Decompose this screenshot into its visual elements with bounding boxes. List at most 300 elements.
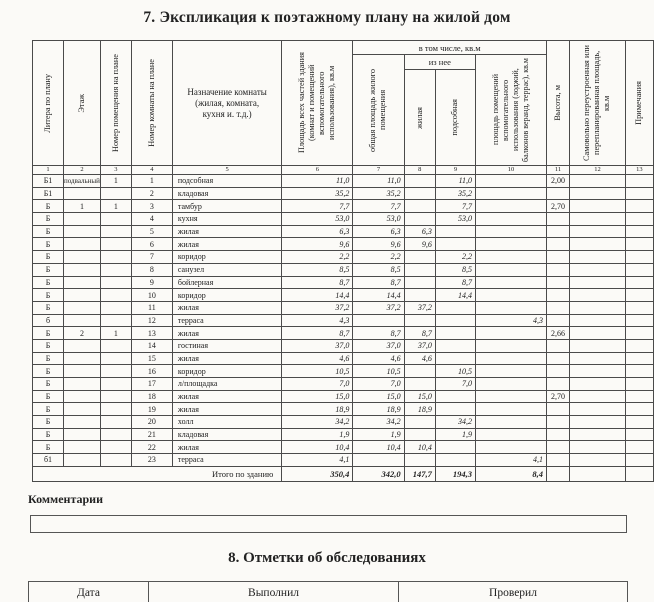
table-row [33, 289, 654, 302]
column-numbers-row: 1 2 3 4 5 6 7 8 9 10 11 12 13 [33, 166, 654, 175]
cell-nom-kom: 7 [131, 251, 172, 264]
table-row [33, 175, 654, 188]
cell-pl: 8,7 [282, 276, 353, 289]
total-obsh: 342,0 [353, 466, 404, 481]
cell-nom-pom [100, 289, 131, 302]
header-etazh: Этаж [64, 41, 101, 166]
table-row [33, 352, 654, 365]
cell-pl: 9,6 [282, 238, 353, 251]
cell-zhil: 18,9 [404, 403, 435, 416]
cell-etazh [64, 416, 101, 429]
cell-vsp [476, 403, 547, 416]
cell-name: коридор [172, 251, 281, 264]
cell-samovol [570, 301, 626, 314]
cell-height [547, 428, 570, 441]
cell-pods: 10,5 [435, 365, 475, 378]
cell-obsh: 15,0 [353, 390, 404, 403]
cell-obsh: 18,9 [353, 403, 404, 416]
cell-vsp [476, 390, 547, 403]
cell-nom-kom: 9 [131, 276, 172, 289]
table-row [33, 416, 654, 429]
cell-nom-pom [100, 416, 131, 429]
cell-samovol [570, 175, 626, 188]
cell-zhil [404, 289, 435, 302]
cell-obsh: 9,6 [353, 238, 404, 251]
table-row [33, 200, 654, 213]
table-row [33, 454, 654, 467]
cell-litera: Б [33, 213, 64, 226]
cell-height: 2,00 [547, 175, 570, 188]
cell-pl: 4,3 [282, 314, 353, 327]
cell-nom-kom: 4 [131, 213, 172, 226]
cell-height [547, 263, 570, 276]
cell-samovol [570, 352, 626, 365]
cell-obsh: 1,9 [353, 428, 404, 441]
cell-samovol [570, 263, 626, 276]
cell-nom-pom [100, 263, 131, 276]
cell-nom-kom: 2 [131, 187, 172, 200]
cell-pl: 53,0 [282, 213, 353, 226]
cell-vsp [476, 339, 547, 352]
cell-vsp: 4,3 [476, 314, 547, 327]
cell-pods [435, 339, 475, 352]
cell-name: коридор [172, 365, 281, 378]
cell-nom-pom [100, 390, 131, 403]
cell-samovol [570, 403, 626, 416]
cell-litera: Б [33, 390, 64, 403]
cell-zhil: 10,4 [404, 441, 435, 454]
cell-height [547, 301, 570, 314]
cell-nom-pom [100, 213, 131, 226]
cell-pl: 14,4 [282, 289, 353, 302]
section8-title: 8. Отметки об обследованиях [228, 550, 426, 566]
cell-height: 2,70 [547, 390, 570, 403]
cell-nom-kom: 12 [131, 314, 172, 327]
cell-etazh [64, 301, 101, 314]
header-iz-nee: из нее [404, 55, 475, 70]
cell-primech [625, 314, 653, 327]
cell-zhil [404, 175, 435, 188]
cell-nom-pom [100, 352, 131, 365]
table-row [33, 390, 654, 403]
cell-etazh [64, 428, 101, 441]
cell-vsp [476, 225, 547, 238]
cell-nom-pom [100, 238, 131, 251]
cell-nom-pom [100, 225, 131, 238]
cell-obsh: 37,0 [353, 339, 404, 352]
cell-height [547, 187, 570, 200]
cell-primech [625, 213, 653, 226]
cell-zhil: 4,6 [404, 352, 435, 365]
comments-title: Комментарии [28, 492, 104, 506]
header-vysota: Высота, м [547, 41, 570, 166]
cell-height [547, 276, 570, 289]
total-pl: 350,4 [282, 466, 353, 481]
cell-vsp [476, 428, 547, 441]
cell-pl: 18,9 [282, 403, 353, 416]
cell-vsp [476, 187, 547, 200]
cell-obsh: 53,0 [353, 213, 404, 226]
cell-vsp [476, 289, 547, 302]
cell-litera: Б [33, 378, 64, 391]
cell-litera: Б1 [33, 175, 64, 188]
cell-zhil [404, 378, 435, 391]
cell-litera: Б [33, 238, 64, 251]
table-row [33, 403, 654, 416]
cell-nom-kom: 15 [131, 352, 172, 365]
inspections-header [28, 581, 628, 602]
cell-pl: 15,0 [282, 390, 353, 403]
cell-etazh [64, 454, 101, 467]
table-row [33, 428, 654, 441]
cell-primech [625, 187, 653, 200]
cell-name: гостиная [172, 339, 281, 352]
cell-obsh: 6,3 [353, 225, 404, 238]
cell-litera: Б [33, 289, 64, 302]
table-row [33, 213, 654, 226]
table-row [33, 365, 654, 378]
cell-vsp [476, 441, 547, 454]
cell-samovol [570, 327, 626, 340]
cell-nom-kom: 16 [131, 365, 172, 378]
header-data: Дата [29, 582, 149, 602]
cell-height [547, 238, 570, 251]
cell-etazh [64, 251, 101, 264]
cell-height [547, 289, 570, 302]
cell-name: терраса [172, 314, 281, 327]
cell-litera: Б [33, 263, 64, 276]
cell-nom-pom [100, 314, 131, 327]
cell-nom-pom [100, 301, 131, 314]
cell-litera: Б [33, 276, 64, 289]
cell-nom-kom: 14 [131, 339, 172, 352]
cell-samovol [570, 390, 626, 403]
cell-primech [625, 301, 653, 314]
cell-primech [625, 238, 653, 251]
cell-name: кладовая [172, 187, 281, 200]
cell-vsp [476, 200, 547, 213]
cell-obsh: 8,7 [353, 276, 404, 289]
cell-primech [625, 200, 653, 213]
cell-pods: 2,2 [435, 251, 475, 264]
cell-pods [435, 352, 475, 365]
cell-obsh: 10,4 [353, 441, 404, 454]
table-row [33, 263, 654, 276]
cell-height [547, 378, 570, 391]
cell-zhil [404, 263, 435, 276]
total-zhil: 147,7 [404, 466, 435, 481]
cell-primech [625, 276, 653, 289]
header-podsobnaya: подсобная [435, 69, 475, 165]
cell-height [547, 213, 570, 226]
cell-samovol [570, 187, 626, 200]
cell-height: 2,66 [547, 327, 570, 340]
cell-obsh: 8,5 [353, 263, 404, 276]
cell-obsh [353, 314, 404, 327]
cell-pods [435, 403, 475, 416]
cell-pods [435, 238, 475, 251]
cell-nom-kom: 17 [131, 378, 172, 391]
cell-primech [625, 416, 653, 429]
cell-height [547, 454, 570, 467]
cell-litera: Б [33, 225, 64, 238]
cell-pl: 8,7 [282, 327, 353, 340]
cell-nom-kom: 18 [131, 390, 172, 403]
table-row [33, 238, 654, 251]
cell-pods: 34,2 [435, 416, 475, 429]
cell-pl: 6,3 [282, 225, 353, 238]
cell-nom-kom: 13 [131, 327, 172, 340]
header-litera: Литера по плану [33, 41, 64, 166]
table-row [33, 251, 654, 264]
cell-litera: Б [33, 441, 64, 454]
cell-height [547, 314, 570, 327]
cell-vsp [476, 416, 547, 429]
header-primech: Примечания [625, 41, 653, 166]
cell-etazh: подвальный [64, 175, 101, 188]
table-row [33, 378, 654, 391]
table-row [33, 339, 654, 352]
cell-name: подсобная [172, 175, 281, 188]
cell-litera: Б [33, 352, 64, 365]
cell-name: кухня [172, 213, 281, 226]
cell-obsh: 8,7 [353, 327, 404, 340]
cell-pl: 10,5 [282, 365, 353, 378]
cell-name: жилая [172, 352, 281, 365]
cell-zhil [404, 276, 435, 289]
cell-vsp [476, 213, 547, 226]
cell-samovol [570, 339, 626, 352]
cell-etazh: 1 [64, 200, 101, 213]
cell-litera: Б [33, 339, 64, 352]
cell-zhil: 9,6 [404, 238, 435, 251]
cell-etazh [64, 263, 101, 276]
cell-etazh [64, 314, 101, 327]
cell-pods [435, 441, 475, 454]
cell-obsh: 11,0 [353, 175, 404, 188]
cell-pods [435, 390, 475, 403]
cell-samovol [570, 200, 626, 213]
cell-height: 2,70 [547, 200, 570, 213]
cell-pods [435, 301, 475, 314]
cell-etazh [64, 339, 101, 352]
cell-litera: Б1 [33, 187, 64, 200]
cell-litera: Б [33, 428, 64, 441]
cell-pods [435, 314, 475, 327]
cell-pl: 4,6 [282, 352, 353, 365]
header-v-tom-chisle: в том числе, кв.м [353, 41, 547, 55]
cell-height [547, 251, 570, 264]
cell-vsp [476, 327, 547, 340]
cell-etazh [64, 238, 101, 251]
cell-zhil [404, 314, 435, 327]
cell-samovol [570, 238, 626, 251]
cell-vsp [476, 238, 547, 251]
cell-etazh [64, 352, 101, 365]
header-proveril: Проверил [489, 587, 537, 599]
header-naznach: Назначение комнаты (жилая, комната, кухня и. т.д.) [172, 41, 281, 166]
cell-obsh: 37,2 [353, 301, 404, 314]
cell-nom-pom [100, 276, 131, 289]
cell-height [547, 403, 570, 416]
cell-etazh [64, 390, 101, 403]
cell-vsp: 4,1 [476, 454, 547, 467]
cell-samovol [570, 454, 626, 467]
cell-zhil [404, 454, 435, 467]
cell-primech [625, 428, 653, 441]
cell-name: жилая [172, 238, 281, 251]
cell-name: л/площадка [172, 378, 281, 391]
cell-primech [625, 441, 653, 454]
cell-height [547, 441, 570, 454]
cell-zhil [404, 251, 435, 264]
cell-pl: 11,0 [282, 175, 353, 188]
total-vsp: 8,4 [476, 466, 547, 481]
cell-name: холл [172, 416, 281, 429]
cell-pods [435, 454, 475, 467]
cell-height [547, 225, 570, 238]
cell-nom-kom: 1 [131, 175, 172, 188]
cell-obsh: 35,2 [353, 187, 404, 200]
cell-etazh: 2 [64, 327, 101, 340]
cell-pl: 7,0 [282, 378, 353, 391]
cell-nom-pom [100, 339, 131, 352]
cell-pods [435, 225, 475, 238]
cell-etazh [64, 378, 101, 391]
cell-nom-pom [100, 454, 131, 467]
cell-zhil [404, 428, 435, 441]
cell-primech [625, 289, 653, 302]
cell-pods: 1,9 [435, 428, 475, 441]
header-obshaya: общая площадь жилого помещения [353, 55, 404, 166]
cell-pl: 35,2 [282, 187, 353, 200]
cell-vsp [476, 352, 547, 365]
cell-primech [625, 339, 653, 352]
cell-height [547, 352, 570, 365]
cell-samovol [570, 416, 626, 429]
cell-samovol [570, 225, 626, 238]
cell-vsp [476, 301, 547, 314]
cell-nom-pom [100, 428, 131, 441]
cell-zhil: 37,2 [404, 301, 435, 314]
cell-nom-pom: 1 [100, 327, 131, 340]
cell-vsp [476, 175, 547, 188]
cell-nom-kom: 10 [131, 289, 172, 302]
cell-zhil [404, 200, 435, 213]
cell-nom-kom: 21 [131, 428, 172, 441]
cell-height [547, 365, 570, 378]
cell-obsh: 2,2 [353, 251, 404, 264]
total-pods: 194,3 [435, 466, 475, 481]
cell-pl: 4,1 [282, 454, 353, 467]
header-nom-pom: Номер помещения на плане [100, 41, 131, 166]
total-row [33, 466, 654, 481]
cell-zhil: 15,0 [404, 390, 435, 403]
table-row [33, 327, 654, 340]
cell-pods: 7,7 [435, 200, 475, 213]
cell-litera: б1 [33, 454, 64, 467]
header-vspomog: площадь помещений вспомогательного использования (лоджий, балконов веранд, террас), кв.м [476, 55, 547, 166]
cell-zhil [404, 187, 435, 200]
cell-pods: 11,0 [435, 175, 475, 188]
table-row [33, 225, 654, 238]
cell-nom-kom: 11 [131, 301, 172, 314]
header-nom-kom: Номер комнаты на плане [131, 41, 172, 166]
cell-zhil [404, 416, 435, 429]
cell-height [547, 416, 570, 429]
cell-vsp [476, 251, 547, 264]
cell-vsp [476, 378, 547, 391]
cell-primech [625, 454, 653, 467]
cell-etazh [64, 225, 101, 238]
cell-litera: Б [33, 416, 64, 429]
table-row [33, 314, 654, 327]
cell-nom-pom [100, 365, 131, 378]
cell-pods: 35,2 [435, 187, 475, 200]
cell-nom-kom: 8 [131, 263, 172, 276]
cell-litera: Б [33, 403, 64, 416]
cell-vsp [476, 276, 547, 289]
cell-samovol [570, 276, 626, 289]
cell-primech [625, 175, 653, 188]
cell-pl: 10,4 [282, 441, 353, 454]
section7-title: 7. Экспликация к поэтажному плану на жилой дом [143, 9, 511, 26]
cell-name: жилая [172, 327, 281, 340]
cell-name: жилая [172, 403, 281, 416]
comments-box [30, 515, 627, 533]
cell-etazh [64, 213, 101, 226]
cell-obsh: 14,4 [353, 289, 404, 302]
cell-primech [625, 352, 653, 365]
cell-pl: 37,2 [282, 301, 353, 314]
cell-obsh: 34,2 [353, 416, 404, 429]
cell-zhil: 6,3 [404, 225, 435, 238]
cell-name: жилая [172, 390, 281, 403]
cell-pl: 1,9 [282, 428, 353, 441]
cell-samovol [570, 441, 626, 454]
cell-zhil: 37,0 [404, 339, 435, 352]
cell-name: жилая [172, 301, 281, 314]
cell-primech [625, 263, 653, 276]
cell-nom-kom: 23 [131, 454, 172, 467]
cell-etazh [64, 289, 101, 302]
cell-primech [625, 390, 653, 403]
cell-nom-pom: 1 [100, 200, 131, 213]
cell-height [547, 339, 570, 352]
cell-litera: Б [33, 365, 64, 378]
cell-name: жилая [172, 225, 281, 238]
header-samovol: Самовольно переустроенная или перепланированная площадь, кв.м [570, 41, 626, 166]
cell-samovol [570, 251, 626, 264]
cell-nom-pom [100, 251, 131, 264]
cell-name: бойлерная [172, 276, 281, 289]
cell-name: коридор [172, 289, 281, 302]
table-row [33, 187, 654, 200]
cell-nom-kom: 20 [131, 416, 172, 429]
cell-nom-kom: 19 [131, 403, 172, 416]
cell-pods: 7,0 [435, 378, 475, 391]
cell-vsp [476, 263, 547, 276]
cell-samovol [570, 289, 626, 302]
cell-pl: 37,0 [282, 339, 353, 352]
table-row [33, 276, 654, 289]
cell-zhil: 8,7 [404, 327, 435, 340]
total-label: Итого по зданию [33, 466, 282, 481]
cell-nom-kom: 6 [131, 238, 172, 251]
cell-etazh [64, 441, 101, 454]
cell-litera: Б [33, 301, 64, 314]
cell-etazh [64, 403, 101, 416]
